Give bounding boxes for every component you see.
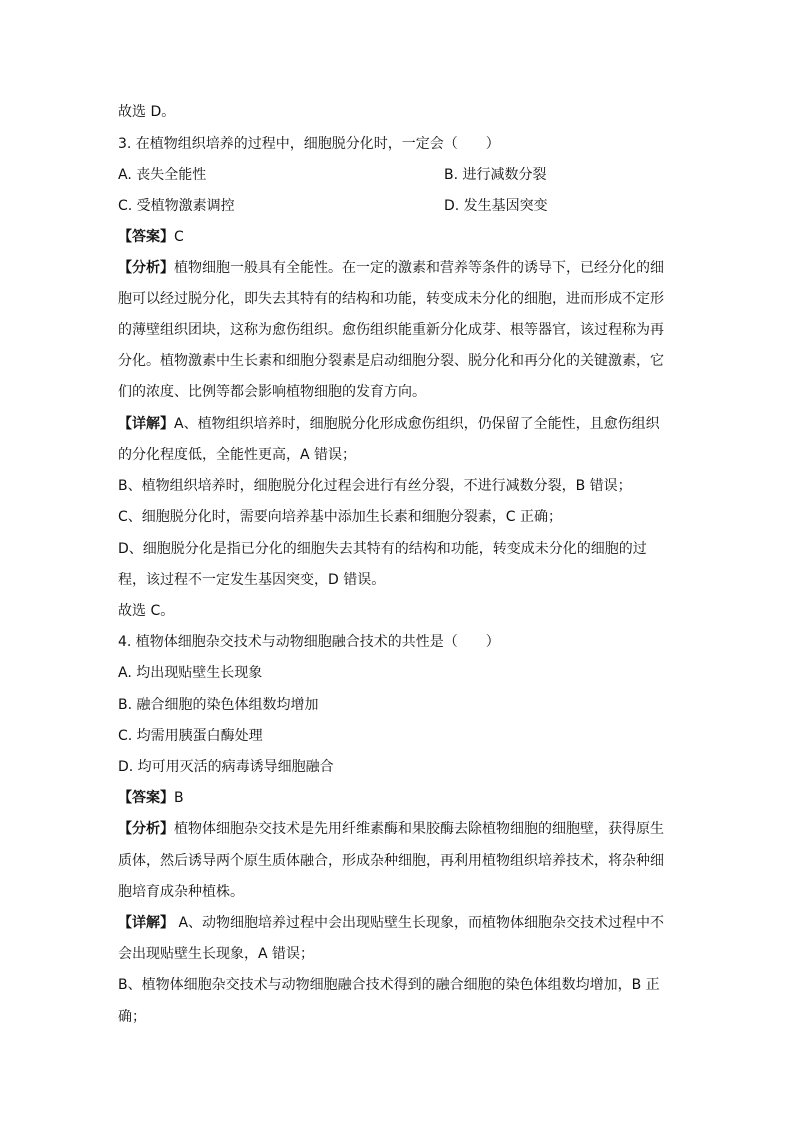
text-line: 故选 D。 (118, 104, 176, 120)
text-line: 故选 C。 (118, 603, 175, 619)
detail-line (118, 913, 678, 933)
detail-text: A、动物细胞培养过程中会出现贴壁生长现象，而植物体细胞杂交技术过程中不 (174, 915, 665, 931)
text-line: B、植物体细胞杂交技术与动物细胞融合技术得到的融合细胞的染色体组数均增加，B 正 (118, 977, 660, 993)
detail-tag: 【详解】 (118, 915, 174, 931)
option-c: C. 受植物激素调控 (118, 198, 235, 214)
text-line: 胞培育成杂种植株。 (118, 884, 244, 900)
answer-value: C (174, 229, 184, 245)
text-line: 程，该过程不一定发生基因突变，D 错误。 (118, 572, 386, 588)
analysis-line (118, 258, 678, 278)
option-a: A. 均出现贴壁生长现象 (118, 665, 263, 681)
detail-line (118, 414, 678, 434)
analysis-text: 植物体细胞杂交技术是先用纤维素酶和果胶酶去除植物细胞的细胞壁，获得原生 (174, 821, 664, 837)
option-a: A. 丧失全能性 (118, 167, 207, 183)
text-line: 分化。植物激素中生长素和细胞分裂素是启动细胞分裂、脱分化和再分化的关键激素，它 (118, 353, 664, 369)
option-d: D. 发生基因突变 (444, 198, 548, 214)
analysis-tag: 【分析】 (118, 821, 174, 837)
text-line: 们的浓度、比例等都会影响植物细胞的发育方向。 (118, 384, 426, 400)
text-line: 的薄壁组织团块，这称为愈伤组织。愈伤组织能重新分化成芽、根等器官，该过程称为再 (118, 322, 664, 338)
question-4-stem: 4. 植物体细胞杂交技术与动物细胞融合技术的共性是（ ） (118, 634, 500, 650)
answer-tag: 【答案】 (118, 229, 174, 245)
text-line: D、细胞脱分化是指已分化的细胞失去其特有的结构和功能，转变成未分化的细胞的过 (118, 541, 647, 557)
detail-text: A、植物组织培养时，细胞脱分化形成愈伤组织，仍保留了全能性，且愈伤组织 (174, 416, 660, 432)
option-b: B. 进行减数分裂 (444, 167, 547, 183)
text-line: 会出现贴壁生长现象，A 错误； (118, 946, 315, 962)
option-d: D. 均可用灭活的病毒诱导细胞融合 (118, 759, 334, 775)
text-line: 的分化程度低，全能性更高，A 错误； (118, 447, 357, 463)
answer-tag: 【答案】 (118, 790, 174, 806)
text-line: 质体，然后诱导两个原生质体融合，形成杂种细胞，再利用植物组织培养技术，将杂种细 (118, 853, 664, 869)
answer-value: B (174, 790, 184, 806)
analysis-line (118, 819, 678, 839)
question-3-stem: 3. 在植物组织培养的过程中，细胞脱分化时，一定会（ ） (118, 136, 500, 152)
analysis-tag: 【分析】 (118, 260, 174, 276)
analysis-text: 植物细胞一般具有全能性。在一定的激素和营养等条件的诱导下，已经分化的细 (174, 260, 664, 276)
text-line: B、植物组织培养时，细胞脱分化过程会进行有丝分裂，不进行减数分裂，B 错误； (118, 478, 632, 494)
text-line: 胞可以经过脱分化，即失去其特有的结构和功能，转变成未分化的细胞，进而形成不定形 (118, 291, 664, 307)
text-line: 确； (118, 1009, 146, 1025)
answer-line (118, 788, 678, 808)
option-b: B. 融合细胞的染色体组数均增加 (118, 697, 319, 713)
answer-line (118, 227, 678, 247)
detail-tag: 【详解】 (118, 416, 174, 432)
text-line: C、细胞脱分化时，需要向培养基中添加生长素和细胞分裂素，C 正确； (118, 509, 562, 525)
option-c: C. 均需用胰蛋白酶处理 (118, 728, 263, 744)
